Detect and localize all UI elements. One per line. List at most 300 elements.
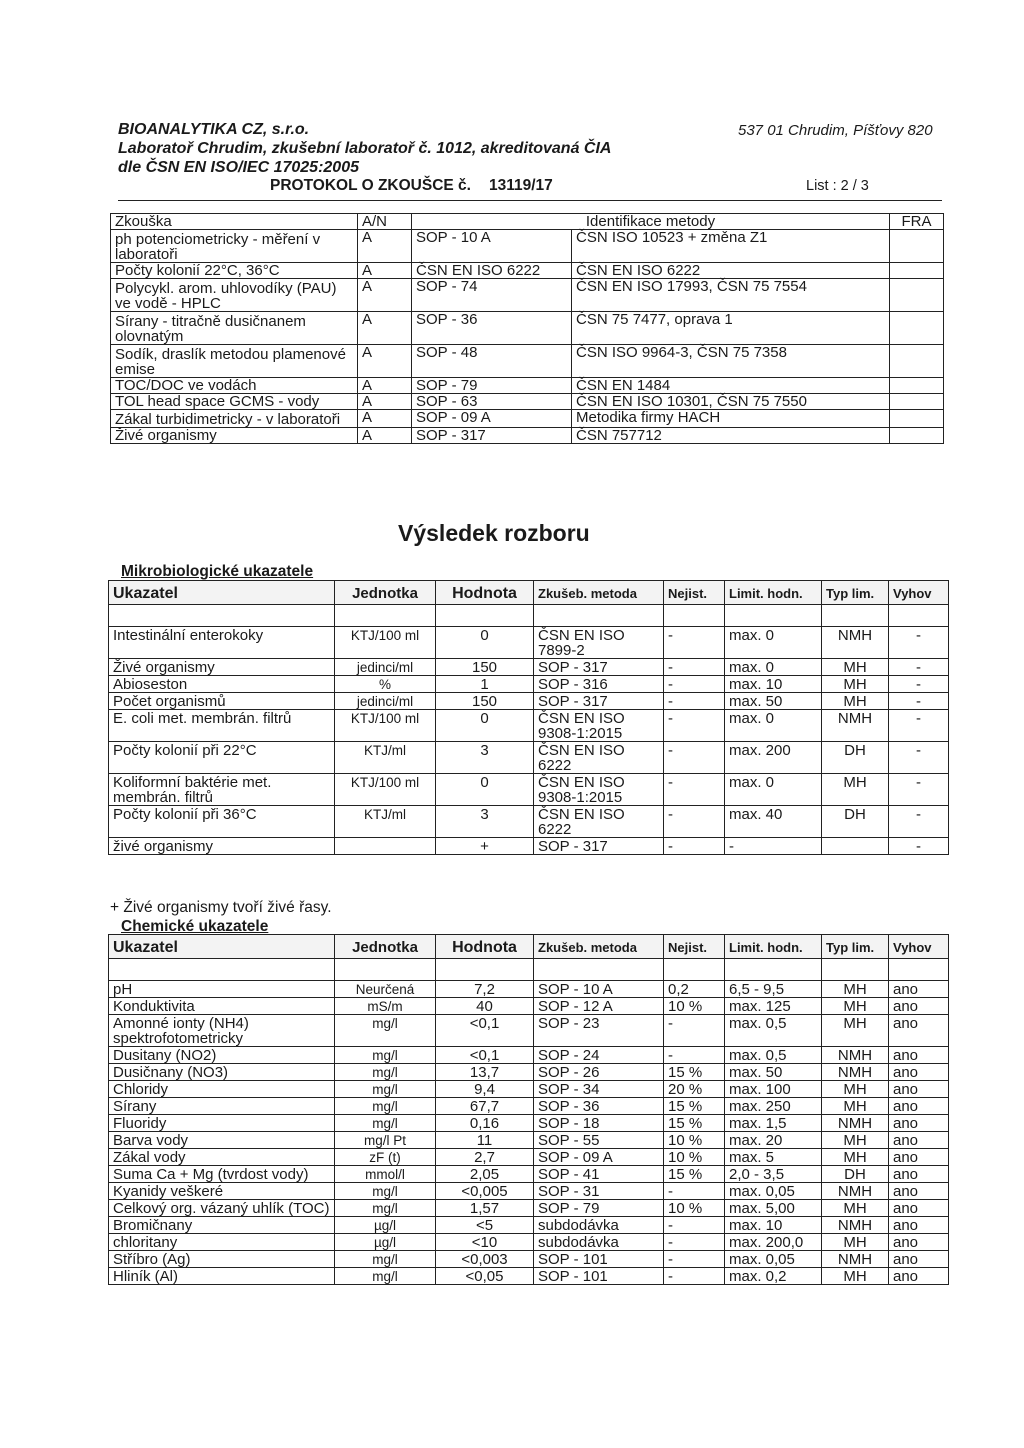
chem-header-cell: Vyhov bbox=[889, 935, 949, 959]
chem-cell: MH bbox=[822, 1081, 889, 1098]
empty-cell bbox=[664, 605, 725, 627]
chem-cell: max. 5 bbox=[725, 1149, 822, 1166]
chem-cell: Fluoridy bbox=[109, 1115, 335, 1132]
micro-cell: SOP - 317 bbox=[534, 693, 664, 710]
chem-header-cell: Hodnota bbox=[436, 935, 534, 959]
micro-cell: MH bbox=[822, 693, 889, 710]
micro-cell: - bbox=[664, 838, 725, 855]
chem-cell: Celkový org. vázaný uhlík (TOC) bbox=[109, 1200, 335, 1217]
chem-row bbox=[109, 1268, 949, 1285]
chem-cell: SOP - 55 bbox=[534, 1132, 664, 1149]
chem-cell: 2,0 - 3,5 bbox=[725, 1166, 822, 1183]
micro-cell: KTJ/ml bbox=[335, 742, 436, 774]
chem-cell: SOP - 12 A bbox=[534, 998, 664, 1015]
methods-cell: Živé organismy bbox=[111, 428, 358, 444]
chem-cell: MH bbox=[822, 981, 889, 998]
chem-cell: 10 % bbox=[664, 1200, 725, 1217]
norm-line: dle ČSN EN ISO/IEC 17025:2005 bbox=[118, 159, 359, 176]
methods-cell: A bbox=[358, 394, 412, 410]
chem-cell: 10 % bbox=[664, 1149, 725, 1166]
methods-cell: Počty kolonií 22°C, 36°C bbox=[111, 263, 358, 279]
chem-cell: Dusičnany (NO3) bbox=[109, 1064, 335, 1081]
chem-cell: 15 % bbox=[664, 1064, 725, 1081]
chem-cell: ano bbox=[889, 1081, 949, 1098]
chem-cell: 6,5 - 9,5 bbox=[725, 981, 822, 998]
methods-cell bbox=[890, 312, 944, 345]
micro-cell: - bbox=[889, 806, 949, 838]
chem-cell: SOP - 41 bbox=[534, 1166, 664, 1183]
chem-cell: NMH bbox=[822, 1047, 889, 1064]
micro-cell: - bbox=[889, 659, 949, 676]
micro-cell: ČSN EN ISO 9308-1:2015 bbox=[534, 710, 664, 742]
chem-header-cell: Jednotka bbox=[335, 935, 436, 959]
chem-cell: SOP - 101 bbox=[534, 1251, 664, 1268]
chem-cell: SOP - 10 A bbox=[534, 981, 664, 998]
micro-cell: 0 bbox=[436, 774, 534, 806]
chem-row bbox=[109, 1149, 949, 1166]
chem-cell: subdodávka bbox=[534, 1217, 664, 1234]
chem-cell: - bbox=[664, 1183, 725, 1200]
chem-cell: mg/l Pt bbox=[335, 1132, 436, 1149]
micro-cell: SOP - 316 bbox=[534, 676, 664, 693]
chem-cell: MH bbox=[822, 1098, 889, 1115]
micro-cell: Počet organismů bbox=[109, 693, 335, 710]
sheet-number: List : 2 / 3 bbox=[806, 178, 869, 194]
chem-cell: NMH bbox=[822, 1217, 889, 1234]
micro-cell: 3 bbox=[436, 806, 534, 838]
methods-cell: TOC/DOC ve vodách bbox=[111, 378, 358, 394]
chem-cell: mmol/l bbox=[335, 1166, 436, 1183]
chem-cell: 15 % bbox=[664, 1166, 725, 1183]
methods-cell: ČSN ISO 9964-3, ČSN 75 7358 bbox=[572, 345, 890, 378]
chem-cell: 67,7 bbox=[436, 1098, 534, 1115]
micro-cell: ČSN EN ISO 7899-2 bbox=[534, 627, 664, 659]
methods-cell: Sodík, draslík metodou plamenové emise bbox=[111, 345, 358, 378]
chem-cell: ano bbox=[889, 1149, 949, 1166]
chem-row bbox=[109, 1234, 949, 1251]
empty-cell bbox=[436, 605, 534, 627]
chem-cell: mg/l bbox=[335, 1268, 436, 1285]
micro-header-cell: Zkušeb. metoda bbox=[534, 581, 664, 605]
chem-cell: ano bbox=[889, 1098, 949, 1115]
chem-cell: max. 0,05 bbox=[725, 1183, 822, 1200]
chem-cell: - bbox=[664, 1234, 725, 1251]
chem-cell: max. 200,0 bbox=[725, 1234, 822, 1251]
chem-cell: 7,2 bbox=[436, 981, 534, 998]
micro-cell: max. 40 bbox=[725, 806, 822, 838]
micro-cell: ČSN EN ISO 9308-1:2015 bbox=[534, 774, 664, 806]
chem-cell: max. 5,00 bbox=[725, 1200, 822, 1217]
methods-cell: Polycykl. arom. uhlovodíky (PAU) ve vodě - HPLC bbox=[111, 279, 358, 312]
chem-cell: max. 0,5 bbox=[725, 1047, 822, 1064]
chem-cell: ano bbox=[889, 1015, 949, 1047]
chem-cell: <10 bbox=[436, 1234, 534, 1251]
chem-cell: ano bbox=[889, 1200, 949, 1217]
chem-cell: NMH bbox=[822, 1115, 889, 1132]
micro-cell: KTJ/100 ml bbox=[335, 710, 436, 742]
chem-header-cell: Zkušeb. metoda bbox=[534, 935, 664, 959]
micro-cell: - bbox=[889, 627, 949, 659]
chem-cell: µg/l bbox=[335, 1234, 436, 1251]
empty-cell bbox=[335, 959, 436, 981]
chem-cell: max. 0,5 bbox=[725, 1015, 822, 1047]
methods-header-cell: Zkouška bbox=[111, 214, 358, 230]
methods-cell: TOL head space GCMS - vody bbox=[111, 394, 358, 410]
chem-cell: - bbox=[664, 1217, 725, 1234]
micro-table bbox=[108, 580, 949, 855]
methods-cell: SOP - 10 A bbox=[412, 230, 572, 263]
micro-cell: 1 bbox=[436, 676, 534, 693]
chem-table bbox=[108, 934, 949, 1285]
micro-cell: MH bbox=[822, 774, 889, 806]
chem-cell: µg/l bbox=[335, 1217, 436, 1234]
chem-cell: max. 10 bbox=[725, 1217, 822, 1234]
chem-cell: mg/l bbox=[335, 1064, 436, 1081]
chem-cell: <0,005 bbox=[436, 1183, 534, 1200]
micro-cell: - bbox=[725, 838, 822, 855]
micro-cell: - bbox=[889, 676, 949, 693]
chem-cell: NMH bbox=[822, 1251, 889, 1268]
micro-row bbox=[109, 806, 949, 838]
chem-cell: mg/l bbox=[335, 1047, 436, 1064]
chem-cell: MH bbox=[822, 1234, 889, 1251]
chem-section-label: Chemické ukazatele bbox=[121, 918, 269, 935]
methods-header-cell: FRA bbox=[890, 214, 944, 230]
chem-row bbox=[109, 1200, 949, 1217]
micro-cell: - bbox=[889, 710, 949, 742]
chem-cell: 15 % bbox=[664, 1115, 725, 1132]
chem-cell: - bbox=[664, 1251, 725, 1268]
chem-cell: Dusitany (NO2) bbox=[109, 1047, 335, 1064]
methods-header-cell: A/N bbox=[358, 214, 412, 230]
methods-cell: A bbox=[358, 279, 412, 312]
micro-cell: max. 200 bbox=[725, 742, 822, 774]
micro-cell: MH bbox=[822, 676, 889, 693]
micro-cell: 150 bbox=[436, 659, 534, 676]
micro-cell: - bbox=[889, 742, 949, 774]
chem-cell: max. 0,05 bbox=[725, 1251, 822, 1268]
micro-cell: - bbox=[889, 693, 949, 710]
micro-cell: KTJ/ml bbox=[335, 806, 436, 838]
chem-cell: ano bbox=[889, 1251, 949, 1268]
chem-cell: max. 1,5 bbox=[725, 1115, 822, 1132]
methods-row bbox=[111, 230, 944, 263]
micro-row bbox=[109, 676, 949, 693]
micro-cell: NMH bbox=[822, 710, 889, 742]
chem-cell: <0,05 bbox=[436, 1268, 534, 1285]
micro-cell bbox=[822, 838, 889, 855]
micro-cell: - bbox=[664, 676, 725, 693]
chem-row bbox=[109, 1064, 949, 1081]
methods-row bbox=[111, 279, 944, 312]
chem-cell: ano bbox=[889, 1064, 949, 1081]
methods-cell: SOP - 09 A bbox=[412, 410, 572, 428]
methods-cell: SOP - 317 bbox=[412, 428, 572, 444]
chem-spacer-row bbox=[109, 959, 949, 981]
micro-header-row bbox=[109, 581, 949, 605]
empty-cell bbox=[109, 605, 335, 627]
micro-cell: max. 0 bbox=[725, 774, 822, 806]
chem-row bbox=[109, 1115, 949, 1132]
chem-cell: - bbox=[664, 1015, 725, 1047]
lab-line: Laboratoř Chrudim, zkušební laboratoř č. 1012, akreditovaná ČIA bbox=[118, 140, 612, 157]
chem-row bbox=[109, 998, 949, 1015]
methods-cell: SOP - 74 bbox=[412, 279, 572, 312]
micro-cell: + bbox=[436, 838, 534, 855]
chem-header-cell: Limit. hodn. bbox=[725, 935, 822, 959]
chem-cell: max. 125 bbox=[725, 998, 822, 1015]
header-divider bbox=[118, 200, 942, 201]
chem-cell: 40 bbox=[436, 998, 534, 1015]
chem-row bbox=[109, 1081, 949, 1098]
chem-cell: MH bbox=[822, 1268, 889, 1285]
micro-row bbox=[109, 659, 949, 676]
chem-cell: Chloridy bbox=[109, 1081, 335, 1098]
micro-cell: KTJ/100 ml bbox=[335, 774, 436, 806]
micro-header-cell: Hodnota bbox=[436, 581, 534, 605]
micro-cell: max. 0 bbox=[725, 627, 822, 659]
methods-cell: ČSN EN ISO 10301, ČSN 75 7550 bbox=[572, 394, 890, 410]
chem-cell: max. 50 bbox=[725, 1064, 822, 1081]
chem-cell: - bbox=[664, 1268, 725, 1285]
micro-cell: Počty kolonií při 36°C bbox=[109, 806, 335, 838]
chem-cell: max. 0,2 bbox=[725, 1268, 822, 1285]
results-title: Výsledek rozboru bbox=[398, 520, 590, 546]
chem-cell: Suma Ca + Mg (tvrdost vody) bbox=[109, 1166, 335, 1183]
micro-cell: Intestinální enterokoky bbox=[109, 627, 335, 659]
chem-cell: ano bbox=[889, 1234, 949, 1251]
chem-cell: NMH bbox=[822, 1064, 889, 1081]
chem-cell: mg/l bbox=[335, 1183, 436, 1200]
chem-row bbox=[109, 1217, 949, 1234]
methods-cell: SOP - 36 bbox=[412, 312, 572, 345]
empty-cell bbox=[335, 605, 436, 627]
chem-cell: Bromičnany bbox=[109, 1217, 335, 1234]
micro-cell: E. coli met. membrán. filtrů bbox=[109, 710, 335, 742]
micro-cell: ČSN EN ISO 6222 bbox=[534, 742, 664, 774]
empty-cell bbox=[534, 959, 664, 981]
methods-cell: ČSN 757712 bbox=[572, 428, 890, 444]
methods-row bbox=[111, 263, 944, 279]
chem-row bbox=[109, 1183, 949, 1200]
methods-header-row bbox=[111, 214, 944, 230]
micro-cell: % bbox=[335, 676, 436, 693]
chem-cell: mg/l bbox=[335, 1081, 436, 1098]
micro-cell: 0 bbox=[436, 627, 534, 659]
chem-cell: NMH bbox=[822, 1183, 889, 1200]
micro-row bbox=[109, 693, 949, 710]
methods-row bbox=[111, 345, 944, 378]
methods-row bbox=[111, 410, 944, 428]
micro-cell: 0 bbox=[436, 710, 534, 742]
methods-cell: SOP - 63 bbox=[412, 394, 572, 410]
chem-cell: MH bbox=[822, 1015, 889, 1047]
chem-cell: subdodávka bbox=[534, 1234, 664, 1251]
micro-cell: jedinci/ml bbox=[335, 693, 436, 710]
chem-cell: 10 % bbox=[664, 1132, 725, 1149]
chem-cell: SOP - 36 bbox=[534, 1098, 664, 1115]
chem-cell: 10 % bbox=[664, 998, 725, 1015]
chem-cell: 11 bbox=[436, 1132, 534, 1149]
chem-cell: Stříbro (Ag) bbox=[109, 1251, 335, 1268]
chem-cell: MH bbox=[822, 1132, 889, 1149]
micro-cell: Živé organismy bbox=[109, 659, 335, 676]
micro-note: + Živé organismy tvoří živé řasy. bbox=[110, 899, 332, 916]
chem-cell: SOP - 23 bbox=[534, 1015, 664, 1047]
chem-cell: DH bbox=[822, 1166, 889, 1183]
chem-cell: mg/l bbox=[335, 1115, 436, 1132]
micro-cell: - bbox=[889, 774, 949, 806]
methods-cell: ph potenciometricky - měření v laboratoři bbox=[111, 230, 358, 263]
empty-cell bbox=[889, 959, 949, 981]
chem-row bbox=[109, 1132, 949, 1149]
micro-header-cell: Ukazatel bbox=[109, 581, 335, 605]
methods-cell: ČSN EN ISO 6222 bbox=[572, 263, 890, 279]
micro-cell bbox=[335, 838, 436, 855]
protocol-label: PROTOKOL O ZKOUŠCE č. bbox=[270, 177, 471, 194]
chem-cell: ano bbox=[889, 1217, 949, 1234]
chem-cell: ano bbox=[889, 1132, 949, 1149]
micro-cell: MH bbox=[822, 659, 889, 676]
methods-cell: A bbox=[358, 410, 412, 428]
chem-cell: Amonné ionty (NH4) spektrofotometricky bbox=[109, 1015, 335, 1047]
chem-cell: Kyanidy veškeré bbox=[109, 1183, 335, 1200]
micro-row bbox=[109, 774, 949, 806]
chem-cell: max. 100 bbox=[725, 1081, 822, 1098]
company-name: BIOANALYTIKA CZ, s.r.o. bbox=[118, 121, 310, 138]
chem-cell: MH bbox=[822, 1200, 889, 1217]
chem-cell: 0,16 bbox=[436, 1115, 534, 1132]
methods-cell bbox=[890, 279, 944, 312]
empty-cell bbox=[822, 959, 889, 981]
micro-cell: - bbox=[889, 838, 949, 855]
chem-cell: <5 bbox=[436, 1217, 534, 1234]
empty-cell bbox=[664, 959, 725, 981]
address: 537 01 Chrudim, Píšťovy 820 bbox=[738, 122, 933, 139]
micro-cell: max. 50 bbox=[725, 693, 822, 710]
empty-cell bbox=[109, 959, 335, 981]
micro-cell: - bbox=[664, 710, 725, 742]
chem-cell: ano bbox=[889, 981, 949, 998]
chem-cell: Neurčená bbox=[335, 981, 436, 998]
chem-cell: 1,57 bbox=[436, 1200, 534, 1217]
chem-cell: ano bbox=[889, 1166, 949, 1183]
methods-table bbox=[110, 213, 944, 444]
micro-cell: - bbox=[664, 659, 725, 676]
chem-cell: ano bbox=[889, 1183, 949, 1200]
chem-cell: <0,1 bbox=[436, 1015, 534, 1047]
methods-cell bbox=[890, 410, 944, 428]
empty-cell bbox=[725, 605, 822, 627]
micro-cell: - bbox=[664, 806, 725, 838]
chem-row bbox=[109, 1166, 949, 1183]
micro-cell: 3 bbox=[436, 742, 534, 774]
chem-cell: MH bbox=[822, 998, 889, 1015]
chem-cell: <0,003 bbox=[436, 1251, 534, 1268]
micro-cell: Abioseston bbox=[109, 676, 335, 693]
methods-row bbox=[111, 428, 944, 444]
chem-cell: Sírany bbox=[109, 1098, 335, 1115]
methods-header-cell: Identifikace metody bbox=[412, 214, 890, 230]
chem-row bbox=[109, 1251, 949, 1268]
chem-cell: max. 250 bbox=[725, 1098, 822, 1115]
chem-cell: ano bbox=[889, 1047, 949, 1064]
micro-cell: - bbox=[664, 774, 725, 806]
methods-cell: Zákal turbidimetricky - v laboratoři bbox=[111, 410, 358, 428]
micro-header-cell: Limit. hodn. bbox=[725, 581, 822, 605]
chem-cell: SOP - 34 bbox=[534, 1081, 664, 1098]
chem-cell: MH bbox=[822, 1149, 889, 1166]
methods-cell bbox=[890, 230, 944, 263]
chem-cell: mg/l bbox=[335, 1015, 436, 1047]
chem-cell: 13,7 bbox=[436, 1064, 534, 1081]
methods-cell bbox=[890, 378, 944, 394]
methods-cell: ČSN 75 7477, oprava 1 bbox=[572, 312, 890, 345]
chem-row bbox=[109, 1015, 949, 1047]
chem-cell: zF (t) bbox=[335, 1149, 436, 1166]
methods-cell bbox=[890, 345, 944, 378]
methods-cell: A bbox=[358, 263, 412, 279]
methods-cell: A bbox=[358, 230, 412, 263]
micro-cell: NMH bbox=[822, 627, 889, 659]
empty-cell bbox=[889, 605, 949, 627]
chem-cell: mS/m bbox=[335, 998, 436, 1015]
chem-cell: 9,4 bbox=[436, 1081, 534, 1098]
protocol-number: 13119/17 bbox=[488, 177, 553, 194]
micro-cell: max. 10 bbox=[725, 676, 822, 693]
chem-cell: chloritany bbox=[109, 1234, 335, 1251]
micro-cell: 150 bbox=[436, 693, 534, 710]
chem-cell: SOP - 26 bbox=[534, 1064, 664, 1081]
chem-cell: Konduktivita bbox=[109, 998, 335, 1015]
methods-cell: Sírany - titračně dusičnanem olovnatým bbox=[111, 312, 358, 345]
chem-cell: Barva vody bbox=[109, 1132, 335, 1149]
micro-header-cell: Typ lim. bbox=[822, 581, 889, 605]
micro-cell: DH bbox=[822, 806, 889, 838]
chem-cell: max. 20 bbox=[725, 1132, 822, 1149]
methods-cell bbox=[890, 394, 944, 410]
chem-cell: 15 % bbox=[664, 1098, 725, 1115]
chem-cell: ano bbox=[889, 998, 949, 1015]
chem-cell: Hliník (Al) bbox=[109, 1268, 335, 1285]
methods-cell: ČSN EN ISO 6222 bbox=[412, 263, 572, 279]
chem-row bbox=[109, 981, 949, 998]
methods-cell: A bbox=[358, 312, 412, 345]
methods-cell: ČSN ISO 10523 + změna Z1 bbox=[572, 230, 890, 263]
methods-cell: A bbox=[358, 345, 412, 378]
micro-row bbox=[109, 838, 949, 855]
empty-cell bbox=[436, 959, 534, 981]
micro-cell: max. 0 bbox=[725, 710, 822, 742]
micro-cell: - bbox=[664, 742, 725, 774]
chem-cell: mg/l bbox=[335, 1251, 436, 1268]
methods-row bbox=[111, 378, 944, 394]
chem-header-row bbox=[109, 935, 949, 959]
methods-cell bbox=[890, 263, 944, 279]
chem-cell: 20 % bbox=[664, 1081, 725, 1098]
micro-cell: Koliformní baktérie met. membrán. filtrů bbox=[109, 774, 335, 806]
chem-cell: <0,1 bbox=[436, 1047, 534, 1064]
methods-cell: SOP - 79 bbox=[412, 378, 572, 394]
micro-header-cell: Jednotka bbox=[335, 581, 436, 605]
empty-cell bbox=[534, 605, 664, 627]
micro-cell: jedinci/ml bbox=[335, 659, 436, 676]
methods-cell: SOP - 48 bbox=[412, 345, 572, 378]
chem-header-cell: Nejist. bbox=[664, 935, 725, 959]
chem-row bbox=[109, 1047, 949, 1064]
micro-cell: SOP - 317 bbox=[534, 838, 664, 855]
micro-row bbox=[109, 742, 949, 774]
